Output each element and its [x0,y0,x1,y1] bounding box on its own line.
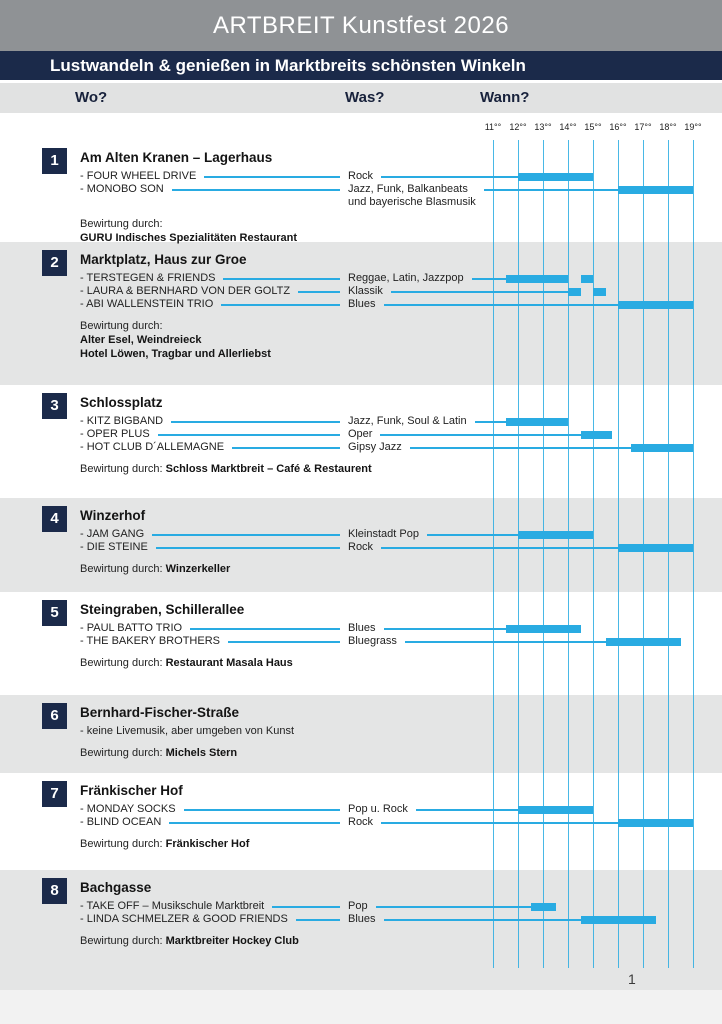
act-name-cell [80,441,348,454]
spacer [606,635,722,636]
time-label: 16°° [609,122,627,132]
spacer [631,441,722,442]
time-label: 14°° [559,122,577,132]
connector-line [204,176,340,178]
section-title: Fränkischer Hof [80,783,183,798]
genre-label [348,428,372,441]
act-row [80,285,722,298]
bewirtung-name: Hotel Löwen, Tragbar und Allerliebst [80,348,271,360]
section-title: Marktplatz, Haus zur Groe [80,252,247,267]
spacer [518,170,722,171]
act-name: - MONOBO SON [80,183,164,195]
act-name: - BLIND OCEAN [80,816,162,828]
schedule-bar [581,916,656,924]
connector-line [405,641,606,643]
section-number-badge: 5 [42,600,67,626]
schedule-bar [581,431,612,439]
act-name-cell [80,428,348,441]
act-name-cell [80,900,348,913]
bewirtung-block [80,934,722,948]
time-label: 12°° [509,122,527,132]
spacer [568,285,722,286]
bewirtung-label: Bewirtung durch: [80,463,163,475]
bewirtung-name: Restaurant Masala Haus [165,657,293,669]
spacer [531,900,722,901]
act-row [80,441,722,454]
bewirtung-label: Bewirtung durch: [80,747,163,759]
act-row [80,415,722,428]
connector-line [381,822,618,824]
connector-line [221,304,340,306]
spacer [618,183,722,184]
connector-line [384,304,618,306]
section-2 [0,242,722,385]
page-number: 1 [628,971,636,987]
spacer [581,428,722,429]
act-name: - MONDAY SOCKS [80,803,176,815]
genre-line: und bayerische Blasmusik [348,196,476,208]
bewirtung-block [80,319,722,361]
genre-line: Bluegrass [348,635,397,647]
section-number-badge: 1 [42,148,67,174]
act-name: - FOUR WHEEL DRIVE [80,170,197,182]
connector-line [416,809,518,811]
act-name: - THE BAKERY BROTHERS [80,635,220,647]
bewirtung-line [80,837,722,851]
time-label: 17°° [634,122,652,132]
column-header-wo: Wo? [75,89,108,106]
section-number-badge: 6 [42,703,67,729]
act-name-cell [80,170,348,183]
section-number-badge: 8 [42,878,67,904]
spacer [581,913,722,914]
act-row [80,170,722,183]
time-label: 15°° [584,122,602,132]
genre-line: Rock [348,541,374,553]
section-title: Am Alten Kranen – Lagerhaus [80,150,273,165]
bewirtung-line [80,934,722,948]
time-label: 18°° [659,122,677,132]
section-6 [0,695,722,773]
spacer [618,298,722,299]
act-row [80,635,722,648]
connector-line [272,906,340,908]
genre-cell [348,428,722,441]
bewirtung-line [80,746,722,760]
schedule-bar [518,806,593,814]
bewirtung-label: Bewirtung durch: [80,218,163,230]
schedule-bar [568,288,581,296]
genre-line: Kleinstadt Pop [348,528,419,540]
act-row [80,528,722,541]
act-name-cell [80,635,348,648]
act-row [80,622,722,635]
time-label: 19°° [684,122,702,132]
genre-line: Pop u. Rock [348,803,408,815]
column-header-was: Was? [345,89,385,106]
genre-label [348,170,373,183]
section-title: Bachgasse [80,880,152,895]
bewirtung-label: Bewirtung durch: [80,657,163,669]
bewirtung-label: Bewirtung durch: [80,838,163,850]
bewirtung-name: Alter Esel, Weindreieck [80,334,202,346]
act-row [80,272,722,285]
genre-label [348,272,464,285]
connector-line [427,534,518,536]
bewirtung-name: Fränkischer Hof [165,838,250,850]
bewirtung-name: Michels Stern [165,747,238,759]
footer-strip [0,990,722,1024]
connector-line [384,628,506,630]
bewirtung-block [80,562,722,576]
section-number-badge: 7 [42,781,67,807]
schedule-bar [506,625,581,633]
spacer [618,541,722,542]
spacer [506,415,722,416]
bewirtung-name: Marktbreiter Hockey Club [165,935,299,947]
bewirtung-label: Bewirtung durch: [80,563,163,575]
act-name: - LAURA & BERNHARD VON DER GOLTZ [80,285,291,297]
schedule-bar [506,418,569,426]
bewirtung-line [80,562,722,576]
connector-line [410,447,631,449]
act-name-cell [80,272,348,285]
act-name-cell [80,183,348,196]
section-8 [0,870,722,990]
schedule-bar [518,173,593,181]
genre-line: Blues [348,622,376,634]
connector-line [475,421,506,423]
section-title: Steingraben, Schillerallee [80,602,245,617]
schedule-bar [618,819,693,827]
connector-line [228,641,340,643]
act-name: - LINDA SCHMELZER & GOOD FRIENDS [80,913,288,925]
genre-cell [348,913,722,926]
genre-label [348,298,376,311]
connector-line [298,291,340,293]
schedule-bar [593,288,606,296]
act-row [80,900,722,913]
subtitle-banner: Lustwandeln & genießen in Marktbreits schönsten Winkeln [0,51,722,80]
section-5 [0,592,722,695]
bewirtung-block [80,217,722,245]
section-3 [0,385,722,498]
connector-line [184,809,340,811]
schedule-bar [631,444,694,452]
genre-label [348,900,368,913]
connector-line [484,189,618,191]
genre-line: Jazz, Funk, Soul & Latin [348,415,467,427]
spacer [618,816,722,817]
genre-label [348,441,402,454]
act-name: - ABI WALLENSTEIN TRIO [80,298,214,310]
act-row [80,816,722,829]
section-4 [0,498,722,592]
connector-line [472,278,506,280]
section-title: Winzerhof [80,508,146,523]
genre-line: Jazz, Funk, Balkanbeats [348,183,468,195]
schedule-bar [518,531,593,539]
genre-line: Klassik [348,285,383,297]
act-name-cell [80,803,348,816]
genre-label [348,541,373,554]
act-name: - OPER PLUS [80,428,150,440]
connector-line [152,534,340,536]
spacer [506,272,722,273]
act-name: - TERSTEGEN & FRIENDS [80,272,216,284]
genre-line: Gipsy Jazz [348,441,402,453]
bewirtung-label: Bewirtung durch: [80,320,163,332]
act-name: - HOT CLUB D´ALLEMAGNE [80,441,225,453]
page-title: ARTBREIT Kunstfest 2026 [0,0,722,51]
act-name-cell [80,816,348,829]
bewirtung-block [80,837,722,851]
connector-line [172,189,340,191]
bewirtung-block [80,746,722,760]
genre-label [348,622,376,635]
section-note: - keine Livemusik, aber umgeben von Kunst [80,725,295,737]
bewirtung-name: Schloss Marktbreit – Café & Restaurent [165,463,372,475]
act-row [80,428,722,441]
genre-label [348,635,397,648]
section-1 [0,140,722,242]
connector-line [384,919,581,921]
connector-line [391,291,568,293]
genre-line: Rock [348,170,374,182]
act-name: - DIE STEINE [80,541,148,553]
schedule-bar [506,275,569,283]
genre-label [348,913,376,926]
act-name-cell [80,622,348,635]
act-row [80,541,722,554]
genre-line: Blues [348,913,376,925]
section-title: Schlossplatz [80,395,163,410]
bewirtung-label: Bewirtung durch: [80,935,163,947]
act-name: - PAUL BATTO TRIO [80,622,183,634]
act-name-cell [80,528,348,541]
genre-line: Blues [348,298,376,310]
section-7 [0,773,722,870]
act-name: - TAKE OFF – Musikschule Marktbreit [80,900,265,912]
act-name: - KITZ BIGBAND [80,415,164,427]
genre-line: Reggae, Latin, Jazzpop [348,272,464,284]
bewirtung-name: Winzerkeller [165,563,231,575]
act-row [80,183,722,209]
schedule-bar [581,275,594,283]
bewirtung-line [80,462,722,476]
bewirtung-line [80,656,722,670]
schedule-bar [531,903,556,911]
genre-label [348,183,476,209]
schedule-bar [618,544,693,552]
schedule-bar [606,638,681,646]
connector-line [223,278,340,280]
connector-line [156,547,340,549]
section-title: Bernhard-Fischer-Straße [80,705,240,720]
time-label: 11°° [484,122,502,132]
connector-line [296,919,340,921]
connector-line [190,628,340,630]
connector-line [171,421,340,423]
act-name: - JAM GANG [80,528,145,540]
spacer [518,803,722,804]
connector-line [381,547,618,549]
section-number-badge: 4 [42,506,67,532]
connector-line [169,822,340,824]
sections-list [0,140,722,990]
act-name-cell [80,298,348,311]
genre-cell [348,285,722,298]
genre-label [348,528,419,541]
spacer [506,622,722,623]
act-name-cell [80,541,348,554]
genre-label [348,285,383,298]
act-row [80,803,722,816]
section-number-badge: 3 [42,393,67,419]
genre-line: Rock [348,816,374,828]
genre-label [348,415,467,428]
connector-line [381,176,518,178]
genre-line: Oper [348,428,373,440]
genre-label [348,816,373,829]
time-label: 13°° [534,122,552,132]
bewirtung-block [80,656,722,670]
bewirtung-name: GURU Indisches Spezialitäten Restaurant [80,232,297,244]
bewirtung-block [80,462,722,476]
column-header-band [0,83,722,113]
act-row [80,298,722,311]
connector-line [158,434,340,436]
section-number-badge: 2 [42,250,67,276]
column-header-wann: Wann? [480,89,530,106]
connector-line [376,906,531,908]
act-name-cell [80,415,348,428]
act-name-cell [80,913,348,926]
act-name-cell [80,285,348,298]
genre-label [348,803,408,816]
schedule-bar [618,301,693,309]
schedule-bar [618,186,693,194]
connector-line [380,434,580,436]
spacer [518,528,722,529]
act-row [80,913,722,926]
connector-line [232,447,340,449]
genre-line: Pop [348,900,368,912]
